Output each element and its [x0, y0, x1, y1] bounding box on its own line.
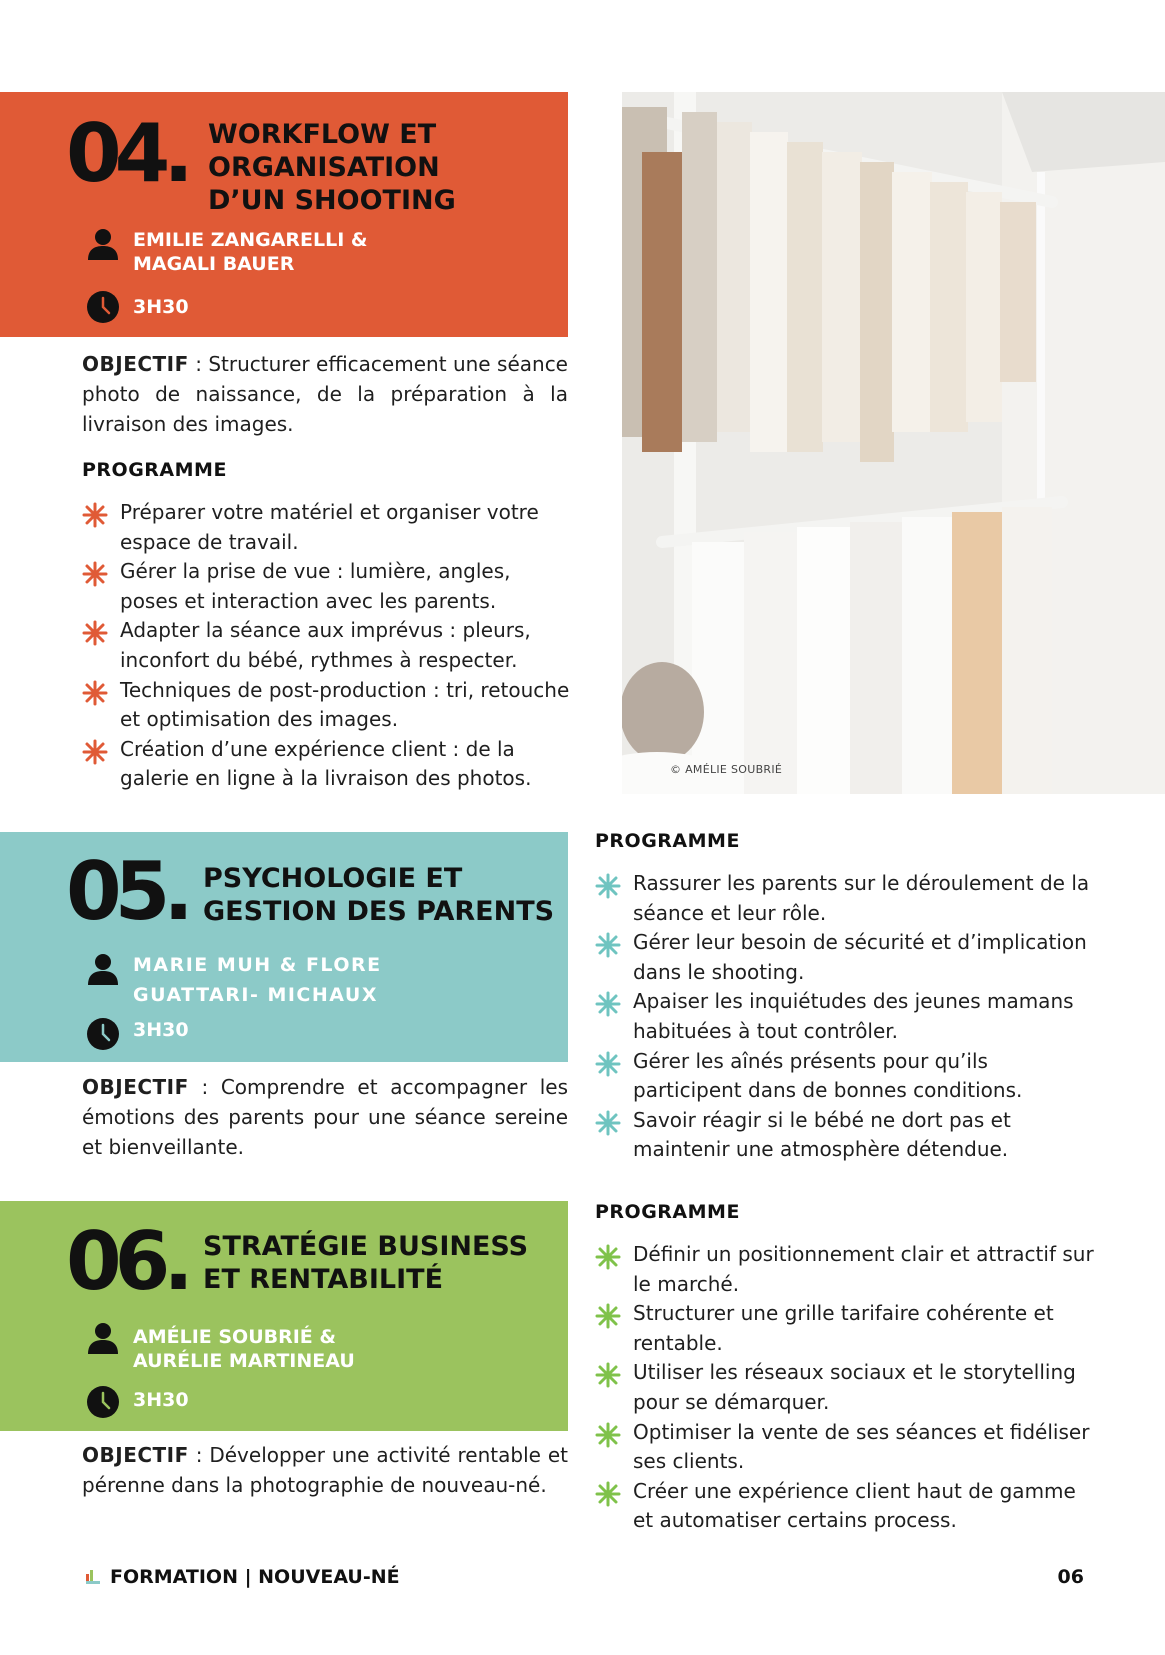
person-icon: [86, 227, 120, 261]
list-item: Gérer les aînés présents pour qu’ils participent dans de bonnes conditions.: [595, 1047, 1095, 1106]
speakers: AMÉLIE SOUBRIÉ & AURÉLIE MARTINEAU: [133, 1326, 355, 1372]
list-item: Gérer la prise de vue : lumière, angles, poses et interaction avec les parents.: [82, 557, 570, 616]
list-item: Techniques de post-production : tri, retouche et optimisation des images.: [82, 676, 570, 735]
speakers: MARIE MUH & FLORE GUATTARI- MICHAUX: [133, 954, 382, 1006]
programme-list-06: [595, 1240, 1095, 1536]
objective-04: OBJECTIF : Structurer efficacement une séance photo de naissance, de la préparation à la livraison des images.: [82, 352, 568, 436]
bottom-rack-garments: [692, 507, 1052, 794]
list-item: Créer une expérience client haut de gamme et automatiser certains process.: [595, 1477, 1095, 1536]
clock-icon: [86, 290, 120, 324]
asterisk-icon: [595, 1110, 621, 1136]
list-item: Optimiser la vente de ses séances et fidéliser ses clients.: [595, 1418, 1095, 1477]
duration: 3H30: [133, 296, 189, 318]
section-title: WORKFLOW ET ORGANISATION D’UN SHOOTING: [208, 119, 456, 216]
asterisk-icon: [82, 620, 108, 646]
footer-label: FORMATION | NOUVEAU-NÉ: [84, 1566, 400, 1588]
asterisk-icon: [82, 502, 108, 528]
section-title: PSYCHOLOGIE ET GESTION DES PARENTS: [203, 863, 555, 927]
section-04-header: [0, 92, 568, 337]
photo-credit: © AMÉLIE SOUBRIÉ: [670, 763, 783, 776]
clock-icon: [86, 1385, 120, 1419]
list-item: Création d’une expérience client : de la galerie en ligne à la livraison des photos.: [82, 735, 570, 794]
asterisk-icon: [82, 561, 108, 587]
programme-list-04: [82, 498, 570, 794]
list-item: Utiliser les réseaux sociaux et le storytelling pour se démarquer.: [595, 1358, 1095, 1417]
asterisk-icon: [595, 991, 621, 1017]
list-item: Rassurer les parents sur le déroulement de la séance et leur rôle.: [595, 869, 1095, 928]
list-item: Savoir réagir si le bébé ne dort pas et maintenir une atmosphère détendue.: [595, 1106, 1095, 1165]
asterisk-icon: [595, 1051, 621, 1077]
asterisk-icon: [595, 1303, 621, 1329]
speakers: EMILIE ZANGARELLI & MAGALI BAUER: [133, 229, 368, 275]
page-number: 06: [1057, 1566, 1084, 1588]
duration: 3H30: [133, 1019, 189, 1041]
objective-05: OBJECTIF : Comprendre et accompagner les émotions des parents pour une séance sereine et bienveillante.: [82, 1075, 568, 1159]
programme-title-04: PROGRAMME: [82, 459, 227, 481]
asterisk-icon: [595, 1362, 621, 1388]
asterisk-icon: [595, 1422, 621, 1448]
clothes-rack-photo: [622, 92, 1165, 794]
section-06-header: [0, 1201, 568, 1431]
list-item: Apaiser les inquiétudes des jeunes mamans habituées à tout contrôler.: [595, 987, 1095, 1046]
programme-title-05: PROGRAMME: [595, 830, 740, 852]
asterisk-icon: [82, 739, 108, 765]
clothes-rack-illustration: [622, 92, 1165, 794]
section-05-header: [0, 832, 568, 1062]
clock-icon: [86, 1017, 120, 1051]
programme-title-06: PROGRAMME: [595, 1201, 740, 1223]
asterisk-icon: [595, 1481, 621, 1507]
list-item: Préparer votre matériel et organiser votre espace de travail.: [82, 498, 570, 557]
list-item: Gérer leur besoin de sécurité et d’implication dans le shooting.: [595, 928, 1095, 987]
brand-logo-icon: [84, 1568, 102, 1586]
asterisk-icon: [82, 680, 108, 706]
person-icon: [86, 952, 120, 986]
list-item: Définir un positionnement clair et attractif sur le marché.: [595, 1240, 1095, 1299]
list-item: Structurer une grille tarifaire cohérente et rentable.: [595, 1299, 1095, 1358]
programme-list-05: [595, 869, 1095, 1165]
section-number: 06.: [66, 1215, 187, 1308]
asterisk-icon: [595, 873, 621, 899]
duration: 3H30: [133, 1389, 189, 1411]
section-number: 05.: [66, 845, 187, 938]
list-item: Adapter la séance aux imprévus : pleurs, inconfort du bébé, rythmes à respecter.: [82, 616, 570, 675]
section-title: STRATÉGIE BUSINESS ET RENTABILITÉ: [203, 1231, 529, 1295]
asterisk-icon: [595, 1244, 621, 1270]
objective-06: OBJECTIF : Développer une activité rentable et pérenne dans la photographie de nouveau-né.: [82, 1443, 568, 1497]
person-icon: [86, 1321, 120, 1355]
section-number: 04.: [66, 107, 187, 200]
asterisk-icon: [595, 932, 621, 958]
